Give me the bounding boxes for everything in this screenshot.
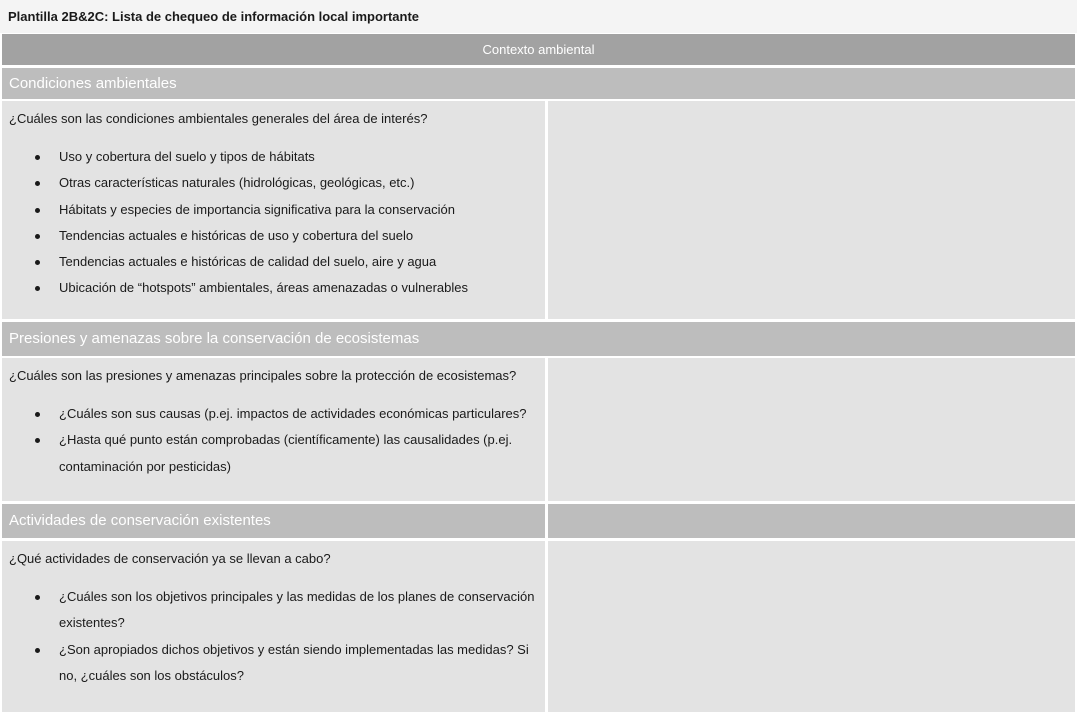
answer-cell[interactable] [548,541,1075,712]
template-title: Plantilla 2B&2C: Lista de chequeo de información local importante [0,0,1077,33]
category-heading-blank-cell [548,504,1075,538]
checklist-row-environmental-conditions [2,101,1075,319]
question-text: ¿Qué actividades de conservación ya se llevan a cabo? [9,551,331,566]
checklist-row-existing-activities [2,541,1075,712]
list-item: ¿Son apropiados dichos objetivos y están siendo implementadas las medidas? Si no, ¿cuáles son los obstáculos? [59,637,538,690]
question-text: ¿Cuáles son las presiones y amenazas principales sobre la protección de ecosistemas? [9,368,517,383]
answer-cell[interactable] [548,101,1075,319]
question-text: ¿Cuáles son las condiciones ambientales generales del área de interés? [9,111,428,126]
question-cell [2,101,545,319]
list-item: Tendencias actuales e históricas de calidad del suelo, aire y agua [59,249,538,275]
list-item: Hábitats y especies de importancia significativa para la conservación [59,197,538,223]
category-heading-existing-activities: Actividades de conservación existentes [2,504,545,538]
list-item: ¿Hasta qué punto están comprobadas (científicamente) las causalidades (p.ej. contaminación por pesticidas) [59,427,538,480]
list-item: ¿Cuáles son los objetivos principales y las medidas de los planes de conservación existentes? [59,584,538,637]
checklist-row-pressures-threats [2,358,1075,501]
list-item: Otras características naturales (hidrológicas, geológicas, etc.) [59,170,538,196]
section-header: Contexto ambiental [2,34,1075,65]
bullet-list [9,584,538,689]
category-heading-environmental-conditions: Condiciones ambientales [2,68,1075,99]
list-item: Ubicación de “hotspots” ambientales, áreas amenazadas o vulnerables [59,275,538,301]
bullet-list [9,401,538,480]
answer-cell[interactable] [548,358,1075,501]
list-item: ¿Cuáles son sus causas (p.ej. impactos de actividades económicas particulares? [59,401,538,427]
category-heading-pressures-threats: Presiones y amenazas sobre la conservación de ecosistemas [2,322,1075,356]
bullet-list [9,144,538,302]
question-cell [2,358,545,501]
list-item: Tendencias actuales e históricas de uso y cobertura del suelo [59,223,538,249]
category-row-existing-activities [2,504,1075,538]
list-item: Uso y cobertura del suelo y tipos de hábitats [59,144,538,170]
question-cell [2,541,545,712]
